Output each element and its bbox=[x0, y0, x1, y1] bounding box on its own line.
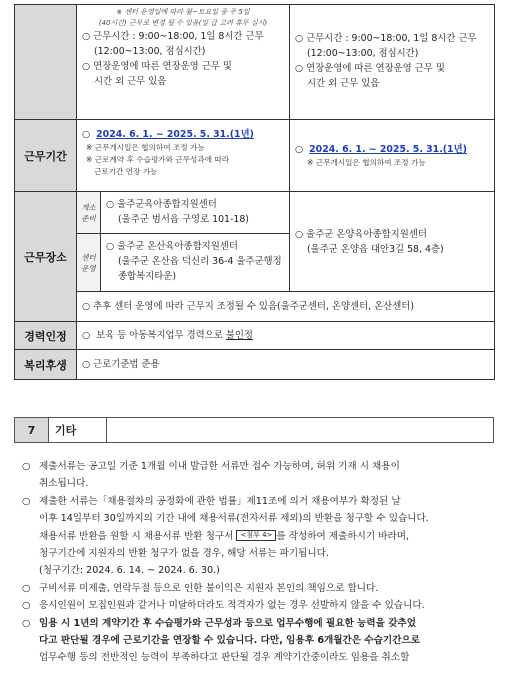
right-center-name: ○ 울주군 온양육아종합지원센터 bbox=[295, 228, 427, 240]
recruitment-table bbox=[14, 4, 495, 380]
left-lunch-line: (12:00~13:00, 점심시간) bbox=[94, 46, 206, 57]
note-2-line-4: 청구기간에 지원자의 반환 청구가 없을 경우, 해당 서류는 파기됩니다. bbox=[39, 548, 329, 560]
note-1-line-2: 취소됩니다. bbox=[39, 478, 89, 490]
career-cell bbox=[77, 322, 495, 350]
prep-center-address: (울주군 범서읍 구영로 101-18) bbox=[118, 214, 249, 225]
period-left bbox=[77, 120, 290, 192]
place-operation-cell bbox=[101, 234, 290, 292]
place-sub-label-prep: 개소 준비 bbox=[77, 192, 101, 234]
note-3: ○ 구비서류 미제출, 연락두절 등으로 인한 불이익은 지원자 본인의 책임으로 합니다. bbox=[22, 580, 496, 597]
bullet-icon: ○ bbox=[22, 600, 31, 612]
work-hours-header bbox=[15, 5, 77, 120]
period-left-date: 2024. 6. 1. ~ 2025. 5. 31.(1년) bbox=[96, 129, 254, 140]
bullet-icon: ○ bbox=[82, 129, 91, 140]
work-hours-left bbox=[77, 5, 290, 120]
place-right-cell bbox=[290, 192, 495, 292]
attachment-badge: <첨부 4> bbox=[236, 530, 276, 541]
career-text: ○ 보육 등 아동복지업무 경력으로 bbox=[82, 330, 226, 341]
work-hours-right bbox=[290, 5, 495, 120]
schedule-note-2: (40시간) 근무로 변경 될 수 있음(일 급 고려 휴무 실시) bbox=[98, 19, 268, 27]
place-prep-cell bbox=[101, 192, 290, 234]
note-4: ○ 응시인원이 모집인원과 같거나 미달하더라도 적격자가 없는 경우 선발하지 않을 수 있습니다. bbox=[22, 597, 496, 614]
period-right-date: 2024. 6. 1. ~ 2025. 5. 31.(1년) bbox=[309, 144, 467, 155]
prep-center-name: ○ 울주군육아종합지원센터 bbox=[106, 199, 217, 210]
bullet-icon: ○ bbox=[295, 144, 304, 155]
left-extended-line: ○ 연장운영에 따른 연장운영 근무 및 bbox=[82, 61, 232, 72]
bullet-icon: ○ bbox=[22, 495, 31, 507]
note-2-line-5: (청구기간: 2024. 6. 14. ~ 2024. 6. 30.) bbox=[39, 565, 220, 577]
left-overtime-line: 시간 외 근무 있음 bbox=[94, 76, 167, 87]
right-overtime-line: 시간 외 근무 있음 bbox=[307, 78, 380, 89]
schedule-note-1: ※ 센터 운영일에 따라 월~토요일 중 주 5일 bbox=[116, 8, 250, 16]
section-number: 7 bbox=[15, 418, 49, 442]
period-left-note-2: ※ 근로계약 후 수습평가와 근무성과에 따라 bbox=[86, 155, 230, 164]
period-right bbox=[290, 120, 495, 192]
other-notes bbox=[22, 458, 496, 667]
operation-center-address-1: (울주군 온산읍 덕신리 36-4 울주군행정 bbox=[118, 256, 282, 267]
place-sub-label-operation: 센터 운영 bbox=[77, 234, 101, 292]
period-left-note-1: ※ 근무개시일은 협의하여 조정 가능 bbox=[86, 143, 205, 152]
note-5-line-3: 업무수행 등의 전반적인 능력이 부족하다고 판단될 경우 계약기간중이라도 임용을 취소할 bbox=[39, 652, 410, 664]
bullet-icon: ○ bbox=[22, 582, 31, 594]
place-adjust-note: ○ 추후 센터 운영에 따라 근무지 조정될 수 있음(울주군센터, 온양센터, 온산센터) bbox=[82, 301, 415, 312]
place-header: 근무장소 bbox=[15, 192, 77, 322]
right-lunch-line: (12:00~13:00, 점심시간) bbox=[307, 48, 419, 59]
right-center-address: (울주군 온양읍 대안3길 58, 4층) bbox=[307, 243, 444, 255]
note-1-line-1: ○ 제출서류는 공고일 기준 1개월 이내 발급한 서류만 접수 가능하며, 허위 기재 시 채용이 bbox=[22, 458, 496, 475]
bullet-icon: ○ bbox=[22, 617, 31, 629]
welfare-header: 복리후생 bbox=[15, 350, 77, 380]
note-2-line-2: 이후 14일부터 30일까지의 기간 내에 채용서류(전자서류 제외)의 반환을 청구할 수 있습니다. bbox=[39, 513, 429, 525]
period-left-note-3: 근로기간 연장 가능 bbox=[94, 167, 158, 176]
welfare-text: ○ 근로기준법 준용 bbox=[82, 359, 160, 370]
note-2-line-1: ○ 제출한 서류는「채용절차의 공정화에 관한 법률」제11조에 의거 채용여부가 확정된 날 bbox=[22, 493, 496, 510]
period-right-note: ※ 근무개시일은 협의하여 조정 가능 bbox=[307, 158, 426, 167]
period-header: 근무기간 bbox=[15, 120, 77, 192]
note-5-line-2: 다고 판단될 경우에 근로기간을 연장할 수 있습니다. 다만, 임용후 6개월간은 수습기간으로 bbox=[39, 635, 421, 647]
section-title: 기타 bbox=[49, 418, 107, 442]
career-header: 경력인정 bbox=[15, 322, 77, 350]
right-hours-line: ○ 근무시간 : 9:00~18:00, 1일 8시간 근무 bbox=[295, 33, 477, 44]
welfare-cell bbox=[77, 350, 495, 380]
right-extended-line: ○ 연장운영에 따른 연장운영 근무 및 bbox=[295, 63, 445, 74]
career-not-recognized: 불인정 bbox=[225, 330, 253, 341]
bullet-icon: ○ bbox=[22, 461, 31, 472]
operation-center-address-2: 종합복지타운) bbox=[118, 271, 176, 282]
note-2-line-3: 채용서류 반환을 원할 시 채용서류 반환 청구서 <첨부 4> 를 작성하여 제출하시기 바라며, bbox=[39, 530, 410, 542]
note-5-line-1: ○ 임용 시 1년의 계약기간 후 수습평가와 근무성과 등으로 업무수행에 필요한 능력을 갖추었 bbox=[22, 615, 496, 632]
place-bottom-cell bbox=[77, 292, 495, 322]
left-hours-line: ○ 근무시간 : 9:00~18:00, 1일 8시간 근무 bbox=[82, 31, 264, 42]
operation-center-name: ○ 울주군 온산육아종합지원센터 bbox=[106, 241, 238, 252]
section-7-header bbox=[14, 417, 494, 443]
